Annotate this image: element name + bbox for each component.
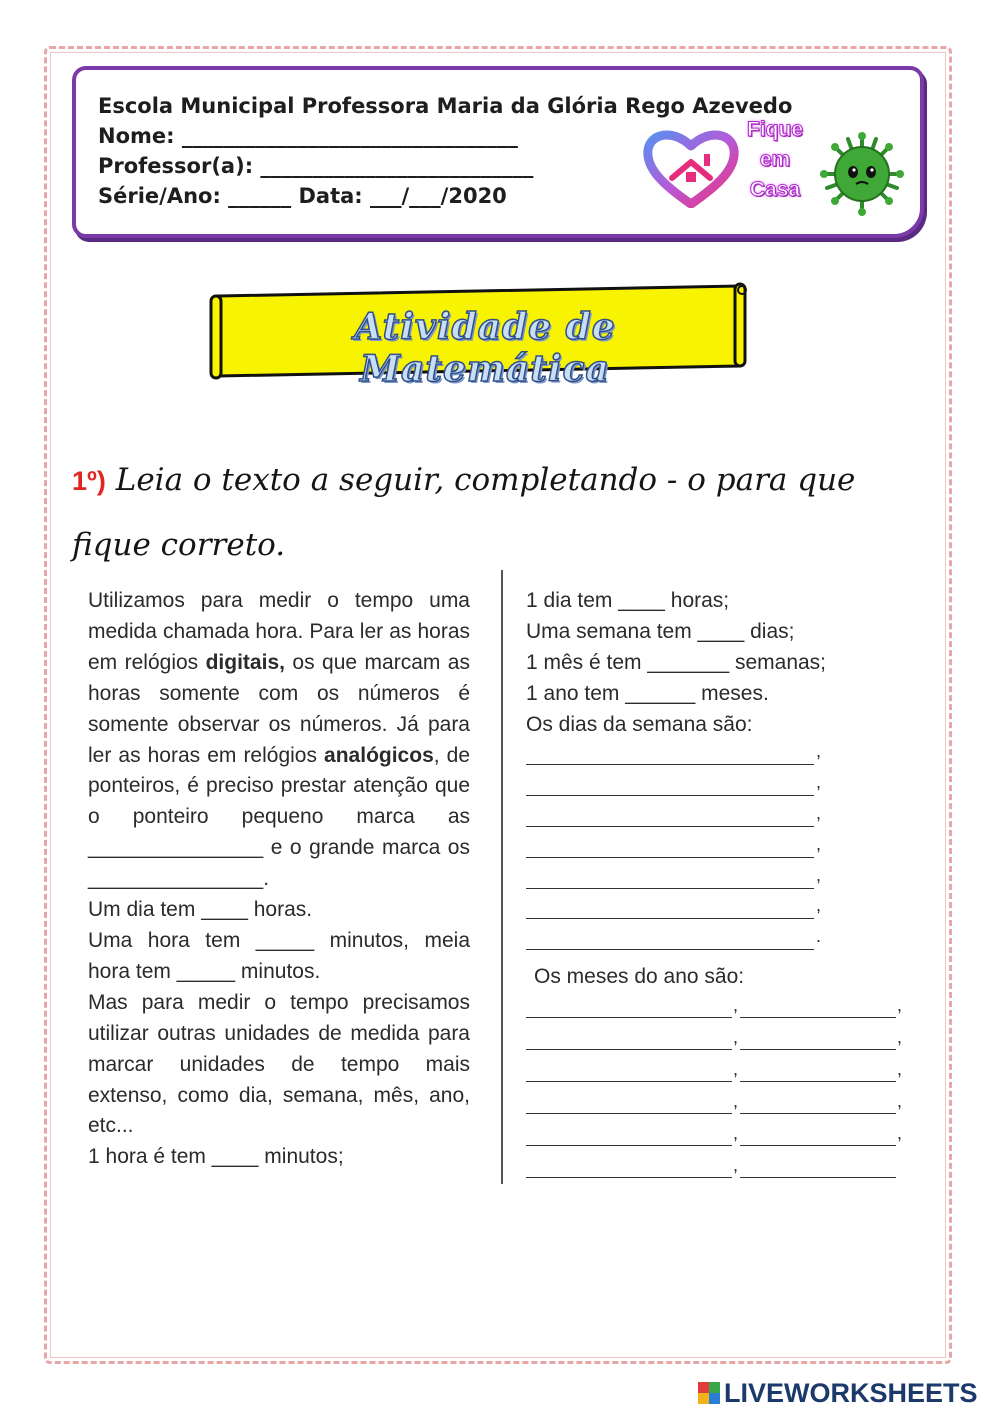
question-1 bbox=[72, 448, 892, 577]
logo-word-fique: Fique bbox=[747, 118, 803, 141]
paragraph-time-measure bbox=[88, 586, 470, 864]
text-line-half-hour[interactable]: hora tem _____ minutos. bbox=[88, 959, 321, 983]
paragraph-line: o ponteiro pequeno marca as bbox=[88, 805, 470, 829]
weekdays-label: Os dias da semana são: bbox=[526, 712, 753, 736]
weekday-blank-line[interactable]: , bbox=[526, 833, 906, 864]
column-divider bbox=[501, 570, 503, 1184]
left-text-column bbox=[88, 586, 470, 1173]
paragraph-line[interactable]: _______________ e o grande marca os bbox=[88, 836, 470, 860]
text-line-hour-min[interactable]: 1 hora é tem ____ minutos; bbox=[88, 1145, 344, 1169]
weekday-blank-line[interactable]: . bbox=[526, 925, 906, 956]
paragraph-line: marcar unidades de tempo mais bbox=[88, 1052, 470, 1076]
paragraph-line: ler as horas em relógios analógicos, de bbox=[88, 743, 470, 767]
weekday-blank-line[interactable]: , bbox=[526, 741, 906, 772]
bold-term: digitais, bbox=[205, 650, 285, 674]
right-text-column bbox=[526, 586, 906, 1185]
right-line[interactable]: Uma semana tem ____ dias; bbox=[526, 619, 795, 643]
paragraph-line: somente observar os números. Já para bbox=[88, 712, 470, 736]
logo-word-em: em bbox=[759, 148, 791, 171]
months-label: Os meses do ano são: bbox=[534, 965, 745, 989]
right-line[interactable]: 1 dia tem ____ horas; bbox=[526, 589, 730, 612]
school-name: Escola Municipal Professora Maria da Glória Rego Azevedo bbox=[98, 94, 793, 118]
weekday-blanks bbox=[526, 741, 906, 957]
paragraph-line: em relógios digitais, os que marcam as bbox=[88, 650, 470, 674]
month-blank-line[interactable]: , bbox=[526, 1153, 906, 1185]
paragraph-line: horas somente com os números é bbox=[88, 681, 470, 705]
text-line-etc: etc... bbox=[88, 1114, 134, 1138]
right-line[interactable]: 1 ano tem ______ meses. bbox=[526, 681, 769, 705]
question-text: Leia o texto a seguir, completando - o para que fique correto. bbox=[72, 462, 856, 563]
question-number: 1º) bbox=[72, 466, 106, 496]
paragraph-line: Mas para medir o tempo precisamos bbox=[88, 990, 470, 1014]
activity-title: Atividade de Matemática bbox=[354, 306, 616, 390]
month-blanks bbox=[526, 993, 906, 1185]
month-blank-line[interactable]: , , bbox=[526, 1025, 906, 1057]
liveworksheets-mark-icon bbox=[698, 1382, 720, 1404]
teacher-field-line[interactable]: Professor(a): __________________________ bbox=[98, 154, 534, 178]
text-line[interactable]: _______________. bbox=[88, 867, 270, 891]
liveworksheets-logo bbox=[698, 1376, 978, 1410]
heart-house-icon bbox=[642, 128, 740, 208]
grade-date-line[interactable]: Série/Ano: ______ Data: ___/___/2020 bbox=[98, 184, 507, 208]
paragraph-line: extenso, como dia, semana, mês, ano, bbox=[88, 1083, 470, 1107]
virus-icon bbox=[820, 132, 904, 216]
brand-name: LIVEWORKSHEETS bbox=[724, 1377, 978, 1408]
weekday-blank-line[interactable]: , bbox=[526, 771, 906, 802]
paragraph-line: ponteiros, é preciso prestar atenção que bbox=[88, 774, 470, 798]
month-blank-line[interactable]: , , bbox=[526, 993, 906, 1025]
month-blank-line[interactable]: , , bbox=[526, 1089, 906, 1121]
right-line[interactable]: 1 mês é tem _______ semanas; bbox=[526, 650, 827, 674]
weekday-blank-line[interactable]: , bbox=[526, 864, 906, 895]
paragraph-time-units bbox=[88, 988, 470, 1112]
text-line-hour-minutes[interactable]: Uma hora tem _____ minutos, meia bbox=[88, 928, 470, 952]
paragraph-line: medida chamada hora. Para ler as horas bbox=[88, 619, 470, 643]
header-box bbox=[72, 66, 924, 238]
weekday-blank-line[interactable]: , bbox=[526, 802, 906, 833]
paragraph-line: utilizar outras unidades de medida para bbox=[88, 1021, 470, 1045]
name-field-line[interactable]: Nome: ________________________________ bbox=[98, 124, 518, 148]
month-blank-line[interactable]: , , bbox=[526, 1057, 906, 1089]
text-line-day-hours[interactable]: Um dia tem ____ horas. bbox=[88, 898, 313, 922]
bold-term: analógicos bbox=[324, 743, 434, 767]
logo-word-casa: Casa bbox=[749, 178, 801, 201]
paragraph-line: Utilizamos para medir o tempo uma bbox=[88, 589, 470, 612]
weekday-blank-line[interactable]: , bbox=[526, 895, 906, 926]
month-blank-line[interactable]: , , bbox=[526, 1121, 906, 1153]
